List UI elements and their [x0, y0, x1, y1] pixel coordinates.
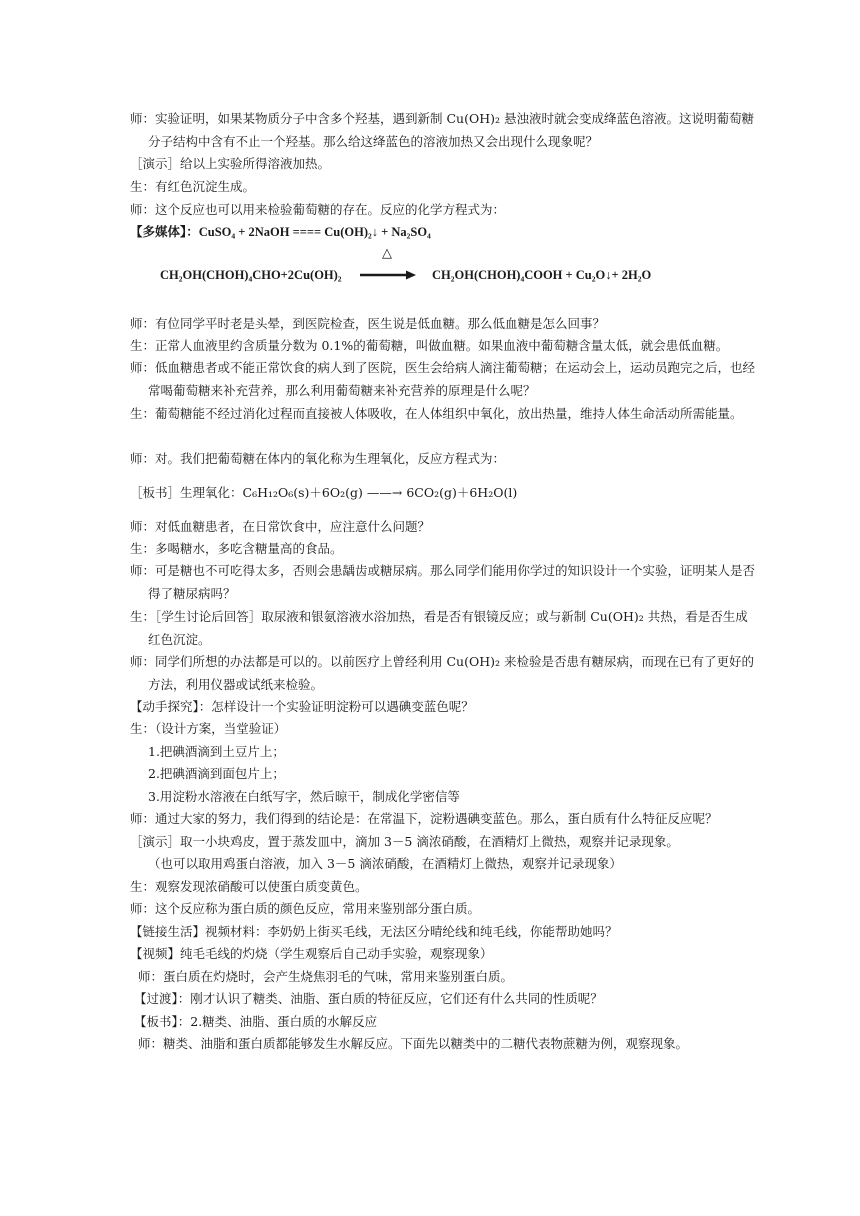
multimedia-equation: 【多媒体】：CuSO₄ + 2NaOH ==== Cu(OH)₂↓ + Na₂SO₄: [130, 225, 431, 239]
paragraph: ［演示］给以上实验所得溶液加热。: [130, 156, 331, 171]
paragraph: 师：可是糖也不可吃得太多，否则会患龋齿或糖尿病。那么同学们能用你学过的知识设计一个实验，证明某人是否得了糖尿病吗？: [130, 563, 756, 601]
paragraph: 师：这个反应称为蛋白质的颜色反应，常用来鉴别部分蛋白质。: [130, 901, 481, 916]
paragraph: 生：正常人血液里约含质量分数为 0.1%的葡萄糖，叫做血糖。如果血液中葡萄糖含量太低，就会患低血糖。: [130, 338, 729, 353]
list-item: 1.把碘酒滴到土豆片上；: [148, 744, 285, 759]
paragraph: 师：对。我们把葡萄糖在体内的氧化称为生理氧化，反应方程式为：: [130, 451, 506, 466]
blackboard-equation: ［板书］生理氧化：C₆H₁₂O₆(s)＋6O₂(g) ——→ 6CO₂(g)＋6H₂O(l): [130, 485, 518, 500]
reaction-arrow-icon: [360, 268, 416, 282]
paragraph: 【链接生活】视频材料：李奶奶上街买毛线，无法区分晴纶线和纯毛线，你能帮助她吗？: [130, 924, 618, 939]
paragraph: 师：实验证明，如果某物质分子中含多个羟基，遇到新制 Cu(OH)₂ 悬浊液时就会变成绛蓝色溶液。这说明葡萄糖分子结构中含有不止一个羟基。那么给这绛蓝色的溶液加热又会出现什么现象呢？: [130, 111, 754, 149]
paragraph: 师：对低血糖患者，在日常饮食中，应注意什么问题？: [130, 519, 431, 534]
paragraph: 师：糖类、油脂和蛋白质都能够发生水解反应。下面先以糖类中的二糖代表物蔗糖为例，观察现象。: [138, 1036, 689, 1051]
paragraph: 师：有位同学平时老是头晕，到医院检查，医生说是低血糖。那么低血糖是怎么回事？: [130, 316, 606, 331]
paragraph: 生：观察发现浓硝酸可以使蛋白质变黄色。: [130, 879, 368, 894]
paragraph: 生：（设计方案，当堂验证）: [130, 721, 287, 736]
heat-condition: △: [382, 246, 392, 261]
equation-products: CH₂OH(CHOH)₄COOH + Cu₂O↓+ 2H₂O: [432, 268, 652, 282]
paragraph: 师：这个反应也可以用来检验葡萄糖的存在。反应的化学方程式为：: [130, 202, 506, 217]
equation-reactants: CH₂OH(CHOH)₄CHO+2Cu(OH)₂: [160, 268, 342, 282]
paragraph: 【板书】：2.糖类、油脂、蛋白质的水解反应: [134, 1014, 378, 1029]
list-item: 3.用淀粉水溶液在白纸写字，然后晾干，制成化学密信等: [148, 789, 460, 804]
paragraph: 【动手探究】：怎样设计一个实验证明淀粉可以遇碘变蓝色呢？: [130, 699, 474, 714]
list-item: 2.把碘酒滴到面包片上；: [148, 766, 285, 781]
paragraph: 生：［学生讨论后回答］取尿液和银氨溶液水浴加热，看是否有银镜反应；或与新制 Cu(OH)₂ 共热，看是否生成红色沉淀。: [130, 609, 748, 647]
paragraph: 师：同学们所想的办法都是可以的。以前医疗上曾经利用 Cu(OH)₂ 来检验是否患有糖尿病，而现在已有了更好的方法，利用仪器或试纸来检验。: [130, 654, 754, 692]
paragraph: 生：有红色沉淀生成。: [130, 179, 256, 194]
paragraph: （也可以取用鸡蛋白溶液，加入 3－5 滴浓硝酸，在酒精灯上微热，观察并记录现象）: [148, 856, 622, 871]
paragraph: 师：蛋白质在灼烧时，会产生烧焦羽毛的气味，常用来鉴别蛋白质。: [138, 969, 514, 984]
paragraph: 【视频】纯毛毛线的灼烧（学生观察后自己动手实验，观察现象）: [130, 946, 493, 961]
paragraph: 生：多喝糖水，多吃含糖量高的食品。: [130, 541, 343, 556]
paragraph: 师：通过大家的努力，我们得到的结论是：在常温下，淀粉遇碘变蓝色。那么，蛋白质有什么特征反应呢？: [130, 811, 718, 826]
paragraph: 师：低血糖患者或不能正常饮食的病人到了医院，医生会给病人滴注葡萄糖；在运动会上，运动员跑完之后，也经常喝葡萄糖来补充营养，那么利用葡萄糖来补充营养的原理是什么呢？: [130, 360, 756, 398]
paragraph: ［演示］取一小块鸡皮，置于蒸发皿中，滴加 3－5 滴浓硝酸，在酒精灯上微热，观察并记录现象。: [130, 834, 679, 849]
paragraph: 生：葡萄糖能不经过消化过程而直接被人体吸收，在人体组织中氧化，放出热量，维持人体生命活动所需能量。: [130, 406, 743, 421]
paragraph: 【过渡】：刚才认识了糖类、油脂、蛋白质的特征反应，它们还有什么共同的性质呢？: [134, 991, 603, 1006]
